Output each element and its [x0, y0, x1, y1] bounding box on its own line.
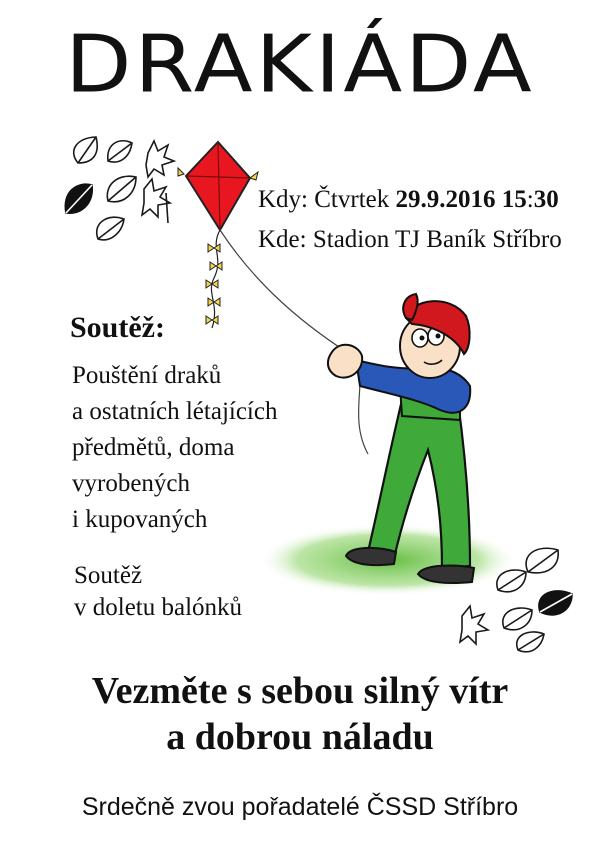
event-hour: 15: [501, 186, 527, 213]
event-location: Kde: Stadion TJ Baník Stříbro: [258, 226, 562, 253]
contest-line: vyrobených: [72, 470, 191, 497]
leaves-top-left-icon: [58, 133, 188, 248]
balloon-contest: [74, 560, 242, 624]
contest-description: [72, 358, 362, 538]
slogan-line: a dobrou náladu: [166, 716, 434, 758]
balloon-contest-line: Soutěž: [74, 562, 143, 589]
event-date-time: [258, 186, 559, 214]
contest-line: Pouštění draků: [72, 362, 222, 389]
slogan: [0, 668, 600, 760]
event-date-label: Kdy: Čtvrtek: [258, 186, 396, 213]
poster-title: DRAKIÁDA: [65, 18, 535, 111]
balloon-contest-line: v doletu balónků: [74, 594, 243, 621]
contest-line: předmětů, doma: [72, 434, 235, 461]
invitation-footer: Srdečně zvou pořadatelé ČSSD Stříbro: [81, 793, 519, 821]
event-minute: 30: [533, 186, 559, 213]
contest-heading: Soutěž:: [70, 311, 165, 344]
event-date: 29.9.2016: [395, 186, 496, 213]
contest-line: i kupovaných: [72, 506, 208, 533]
event-time-colon: :: [526, 186, 534, 213]
leaves-bottom-right-icon: [458, 542, 588, 662]
contest-line: a ostatních létajících: [72, 398, 278, 425]
slogan-line: Vezměte s sebou silný vítr: [91, 670, 509, 712]
